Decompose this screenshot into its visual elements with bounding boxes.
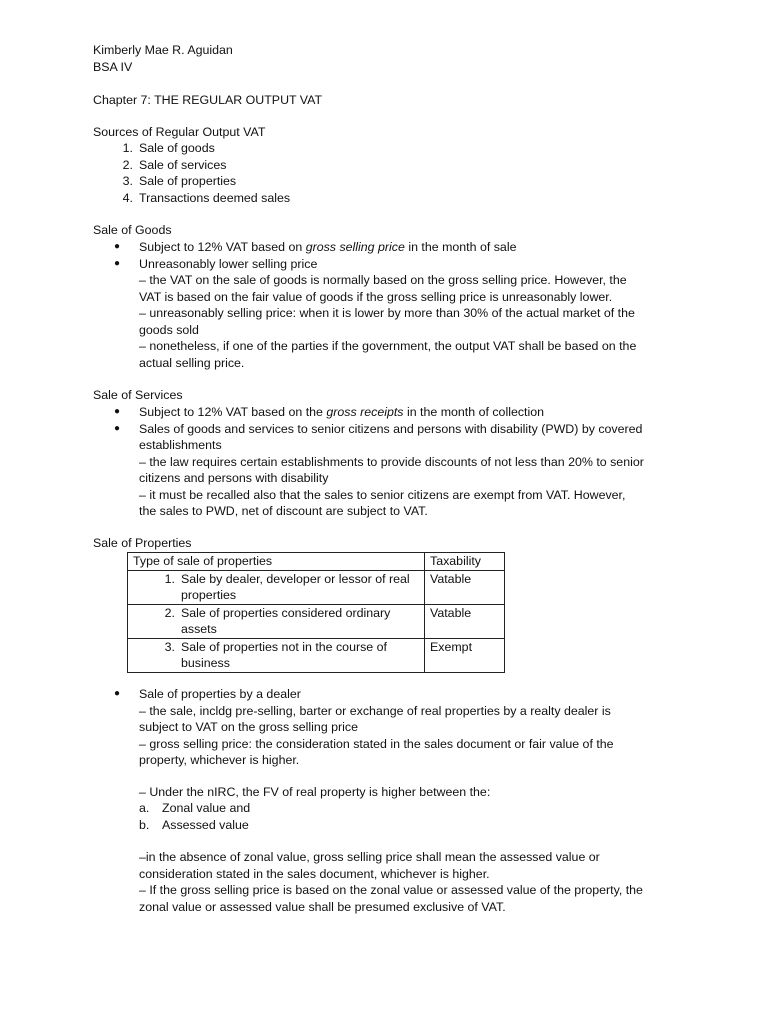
table-cell: Vatable (425, 604, 505, 638)
list-item: ● Sales of goods and services to senior citizens and persons with disability (PWD) by covered establishments – the law requires certain establishments to provide discounts of not less than 20% to senior citizens and persons with disability – it must be recalled also that the sales to senior citizens are exempt from VAT. However, the sales to PWD, net of discount are subject to VAT. (114, 421, 644, 518)
properties-table (127, 552, 505, 673)
bullet-icon: ● (114, 406, 121, 417)
table-cell: Vatable (425, 570, 505, 604)
list-item: 2. Sale of services (122, 157, 227, 172)
table-cell: Exempt (425, 638, 505, 672)
final-notes: –in the absence of zonal value, gross selling price shall mean the assessed value or consideration stated in the sales document, whichever is higher. – If the gross selling price is based on the zonal value or assessed value of the property, the zonal value or assessed value shall be presumed exclusive of VAT. (139, 850, 643, 914)
services-bullets (93, 404, 683, 520)
goods-heading: Sale of Goods (93, 223, 172, 237)
list-item: ● Subject to 12% VAT based on gross selling price in the month of sale (114, 240, 517, 254)
table-header-row (128, 553, 505, 571)
list-item: ● Subject to 12% VAT based on the gross receipts in the month of collection (114, 405, 545, 419)
author-name: Kimberly Mae R. Aguidan (93, 43, 233, 57)
table-cell: 3. Sale of properties not in the course of business (128, 638, 425, 672)
table-row (128, 638, 505, 672)
table-row (128, 570, 505, 604)
list-item: b. Assessed value (139, 817, 249, 832)
column-header: Type of sale of properties (128, 553, 425, 571)
value-list (139, 800, 250, 833)
course-label: BSA IV (93, 59, 133, 74)
list-item: 4. Transactions deemed sales (122, 190, 291, 205)
table-row (128, 604, 505, 638)
services-heading: Sale of Services (93, 388, 183, 402)
table-cell: 2. Sale of properties considered ordinary assets (128, 604, 425, 638)
chapter-title: Chapter 7: THE REGULAR OUTPUT VAT (93, 93, 323, 107)
list-item: a. Zonal value and (139, 801, 251, 815)
list-item: ● Unreasonably lower selling price – the VAT on the sale of goods is normally based on the gross selling price. However, the VAT is based on the fair value of goods if the gross selling price is unreasonably lower. – unreasonably selling price: when it is lower by more than 30% of the actual market of the goods sold – nonetheless, if one of the parties if the government, the output VAT shall be based on the actual selling price. (114, 256, 637, 370)
dealer-bullets (93, 686, 683, 769)
column-header: Taxability (425, 553, 505, 571)
bullet-icon: ● (114, 688, 121, 699)
nirc-line: – Under the nIRC, the FV of real property is higher between the: (139, 785, 491, 799)
list-item: 1. Sale of goods (122, 141, 215, 155)
bullet-icon: ● (114, 257, 121, 269)
properties-heading: Sale of Properties (93, 536, 192, 550)
goods-bullets (93, 239, 683, 371)
table-cell: 1. Sale by dealer, developer or lessor of real properties (128, 570, 425, 604)
sources-heading: Sources of Regular Output VAT (93, 125, 266, 139)
bullet-icon: ● (114, 422, 121, 434)
list-item: ● Sale of properties by a dealer – the sale, incldg pre-selling, barter or exchange of real properties by a realty dealer is subject to VAT on the gross selling price – gross selling price: the consideration stated in the sales document or fair value of the property, whichever is higher. (114, 687, 614, 767)
bullet-icon: ● (114, 241, 121, 252)
list-item: 3. Sale of properties (122, 174, 237, 188)
sources-list (93, 140, 683, 206)
header-block (93, 42, 683, 75)
